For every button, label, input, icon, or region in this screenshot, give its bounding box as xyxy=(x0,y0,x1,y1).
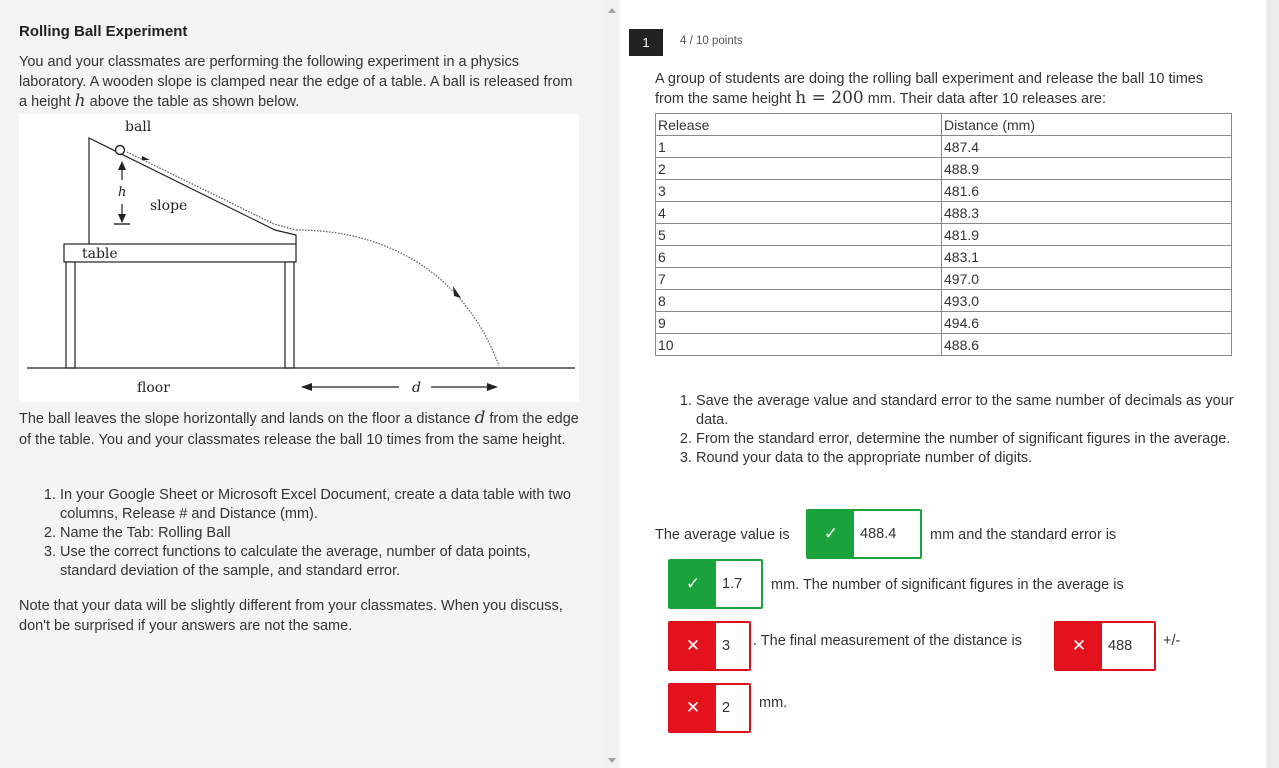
average-label: The average value is xyxy=(655,527,790,543)
label-table: table xyxy=(82,246,118,262)
table-header-row xyxy=(656,114,1232,136)
stderr-answer-field[interactable] xyxy=(668,559,763,609)
final-measurement-answer-value: 488 xyxy=(1108,638,1133,654)
instruction-item: 1. Save the average value and standard error to the same number of decimals as your data. xyxy=(696,392,1245,430)
table-leg-right xyxy=(285,262,294,368)
question-intro-text-2: mm. Their data after 10 releases are: xyxy=(867,91,1107,107)
distance-cell: 488.3 xyxy=(942,202,1232,224)
after-figure-paragraph xyxy=(19,408,584,451)
plus-minus-label: +/- xyxy=(1163,633,1181,649)
release-cell: 4 xyxy=(656,202,942,224)
question-intro-text-1: A group of students are doing the rolling ball experiment and release the ball 10 times from the same height xyxy=(655,71,1204,107)
left-pane-scrollbar[interactable] xyxy=(604,0,620,768)
distance-cell: 483.1 xyxy=(942,246,1232,268)
release-cell: 1 xyxy=(656,136,942,158)
incorrect-x-icon: ✕ xyxy=(670,623,716,669)
uncertainty-answer-value: 2 xyxy=(722,700,731,716)
path-arrow-slope xyxy=(142,156,150,160)
unit-end-label: mm. xyxy=(759,695,788,711)
rolling-path xyxy=(127,152,296,230)
label-h: h xyxy=(118,185,127,200)
table-row xyxy=(656,136,1232,158)
label-d: d xyxy=(412,380,421,396)
distance-cell: 487.4 xyxy=(942,136,1232,158)
setup-step: 1. In your Google Sheet or Microsoft Excel Document, create a data table with two columns, Release # and Distance (mm). xyxy=(60,486,584,524)
setup-steps-list xyxy=(44,486,584,581)
note-paragraph: Note that your data will be slightly different from your classmates. When you discuss, don't be surprised if your answers are not the same. xyxy=(19,598,563,634)
release-cell: 3 xyxy=(656,180,942,202)
setup-step: 3. Use the correct functions to calculate the average, number of data points, standard deviation of the sample, and standard error. xyxy=(60,543,584,581)
instruction-item: 3. Round your data to the appropriate number of digits. xyxy=(696,449,1245,468)
release-cell: 2 xyxy=(656,158,942,180)
distance-cell: 494.6 xyxy=(942,312,1232,334)
uncertainty-answer-field[interactable] xyxy=(668,683,751,733)
incorrect-x-icon: ✕ xyxy=(670,685,716,731)
final-measurement-answer-field[interactable] xyxy=(1054,621,1156,671)
sigfig-label: mm. The number of significant figures in the average is xyxy=(771,577,1124,593)
distance-cell: 488.6 xyxy=(942,334,1232,356)
table-row xyxy=(656,158,1232,180)
header-release: Release xyxy=(656,114,942,136)
header-distance: Distance (mm) xyxy=(942,114,1232,136)
release-cell: 9 xyxy=(656,312,942,334)
release-cell: 6 xyxy=(656,246,942,268)
ball-shape xyxy=(116,146,125,155)
intro-paragraph xyxy=(19,53,584,113)
instruction-list xyxy=(680,392,1245,468)
table-row xyxy=(656,334,1232,356)
stderr-answer-value: 1.7 xyxy=(722,576,743,592)
correct-check-icon: ✓ xyxy=(808,511,854,557)
trajectory-path xyxy=(296,230,499,366)
question-points: 4 / 10 points xyxy=(680,35,743,47)
table-row xyxy=(656,246,1232,268)
release-cell: 10 xyxy=(656,334,942,356)
instruction-item: 2. From the standard error, determine the number of significant figures in the average. xyxy=(696,430,1245,449)
h-arrowhead-down xyxy=(118,214,126,223)
question-intro-math: h = 200 xyxy=(795,88,864,108)
average-answer-field[interactable] xyxy=(806,509,922,559)
incorrect-x-icon: ✕ xyxy=(1056,623,1102,669)
sigfig-answer-field[interactable] xyxy=(668,621,751,671)
d-arrowhead-left xyxy=(301,383,312,391)
after-text-2: from the edge of the table. You and your classmates release the ball 10 times from the same height. xyxy=(19,411,579,448)
question-pane xyxy=(620,0,1266,768)
table-row xyxy=(656,202,1232,224)
question-intro xyxy=(655,70,1235,109)
intro-text-2: above the table as shown below. xyxy=(89,94,300,110)
distance-cell: 497.0 xyxy=(942,268,1232,290)
scroll-down-icon[interactable] xyxy=(608,758,616,763)
context-title: Rolling Ball Experiment xyxy=(19,23,188,40)
label-slope: slope xyxy=(150,198,188,214)
problem-context-pane xyxy=(0,0,604,768)
intro-variable-h: h xyxy=(74,91,86,111)
table-row xyxy=(656,312,1232,334)
correct-check-icon: ✓ xyxy=(670,561,716,607)
experiment-diagram xyxy=(19,114,579,402)
final-measurement-label: . The final measurement of the distance is xyxy=(753,633,1022,649)
release-data-table xyxy=(655,113,1232,356)
experiment-figure xyxy=(19,114,579,402)
distance-cell: 493.0 xyxy=(942,290,1232,312)
d-arrowhead-right xyxy=(487,383,498,391)
distance-cell: 481.9 xyxy=(942,224,1232,246)
question-number-badge: 1 xyxy=(629,29,663,56)
distance-cell: 481.6 xyxy=(942,180,1232,202)
intro-text-1: You and your classmates are performing the following experiment in a physics laboratory. A wooden slope is clamped near the edge of a table. A ball is released from a height xyxy=(19,54,573,110)
distance-cell: 488.9 xyxy=(942,158,1232,180)
average-answer-value: 488.4 xyxy=(860,526,897,542)
label-floor: floor xyxy=(137,380,170,396)
after-text-1: The ball leaves the slope horizontally and lands on the floor a distance xyxy=(19,411,471,427)
setup-step: 2. Name the Tab: Rolling Ball xyxy=(60,524,584,543)
release-cell: 7 xyxy=(656,268,942,290)
table-row xyxy=(656,180,1232,202)
h-arrowhead-up xyxy=(118,161,126,170)
right-edge-gutter xyxy=(1266,0,1279,768)
label-ball: ball xyxy=(125,119,152,135)
stderr-label: mm and the standard error is xyxy=(930,527,1117,543)
scroll-up-icon[interactable] xyxy=(608,8,616,13)
after-variable-d: d xyxy=(474,408,486,428)
release-cell: 5 xyxy=(656,224,942,246)
table-leg-left xyxy=(66,262,75,368)
sigfig-answer-value: 3 xyxy=(722,638,731,654)
table-row xyxy=(656,268,1232,290)
table-row xyxy=(656,224,1232,246)
table-row xyxy=(656,290,1232,312)
release-cell: 8 xyxy=(656,290,942,312)
path-arrow-trajectory xyxy=(453,286,461,298)
